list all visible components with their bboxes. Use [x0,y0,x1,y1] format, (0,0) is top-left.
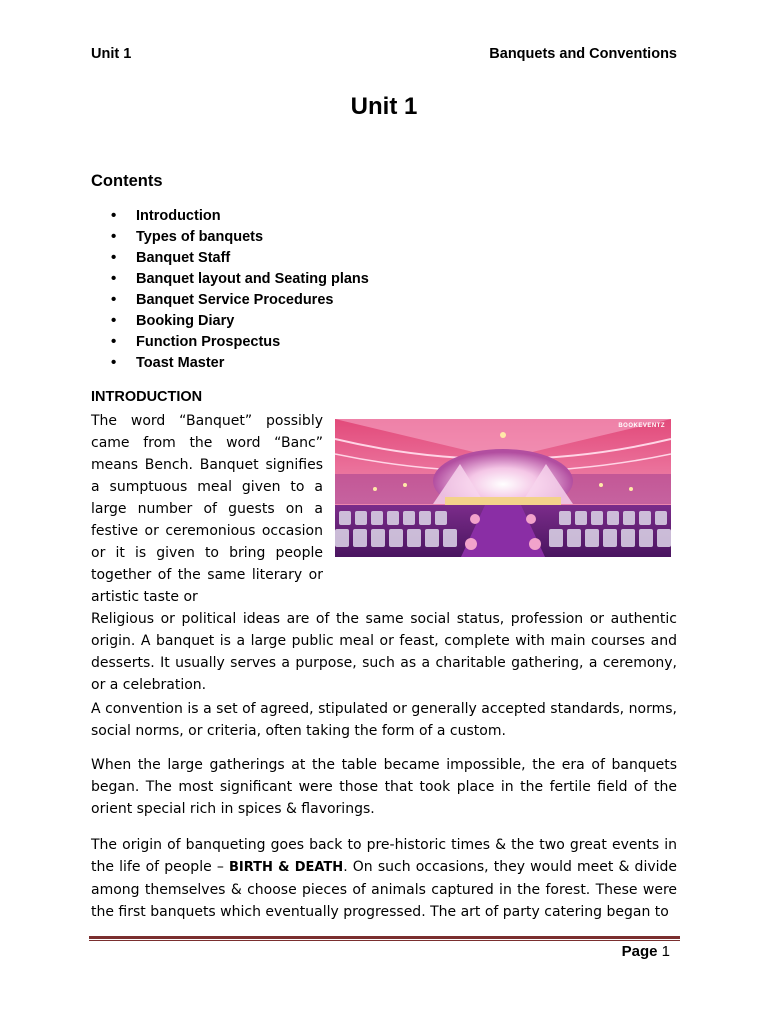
convention-paragraph: A convention is a set of agreed, stipulated or generally accepted standards, norms, social norms, or criteria, often taking the form of a custom. [91,701,677,739]
contents-item: • Types of banquets [91,228,369,249]
contents-item: • Banquet Staff [91,249,369,270]
history-paragraph: When the large gatherings at the table became impossible, the era of banquets began. The most significant were those that took place in the fertile field of the orient special rich in spices & flavorings. [91,757,677,817]
origin-text-before: The origin of banqueting goes back to pre-historic times & the two great events in the life of people – [91,837,677,875]
contents-item: • Function Prospectus [91,333,369,354]
contents-item: • Toast Master [91,354,369,375]
contents-item: • Booking Diary [91,312,369,333]
page-number-value: 1 [661,943,670,960]
running-header-right: Banquets and Conventions [489,46,677,62]
page-number [622,943,670,960]
banquet-hall-image [335,419,671,557]
introduction-paragraph: Religious or political ideas are of the same social status, profession or authentic origin. A banquet is a large public meal or feast, complete with main courses and desserts. It usually serves a purpose, such as a charitable gathering, a ceremony, or a celebration. [91,611,677,693]
contents-item: • Banquet Service Procedures [91,291,369,312]
banquet-hall-illustration [335,419,671,557]
introduction-wrap-paragraph: The word “Banquet” possibly came from the word “Banc” means Bench. Banquet signifies a sumptuous meal given to a large number of guests on a festive or ceremonious occasion or it is given to bring people together of the same literary or artistic taste or [91,413,323,605]
page-label: Page [621,943,658,960]
page-title: Unit 1 [350,93,418,120]
contents-item: • Introduction [91,207,369,228]
contents-list [91,207,369,375]
image-watermark: BOOKEVENTZ [618,423,665,429]
introduction-heading: INTRODUCTION [91,389,203,405]
origin-paragraph [91,834,677,923]
origin-text-bold: BIRTH & DEATH [229,860,344,875]
contents-heading: Contents [91,172,163,190]
footer-rule-thin [89,940,680,941]
contents-item: • Banquet layout and Seating plans [91,270,369,291]
footer-rule-thick [89,936,680,939]
running-header-left: Unit 1 [91,46,132,62]
origin-text-after: . On such occasions, they would meet & divide among themselves & choose pieces of animals captured in the forest. These were the first banquets which eventually progressed. The art of party catering began to [91,859,678,920]
